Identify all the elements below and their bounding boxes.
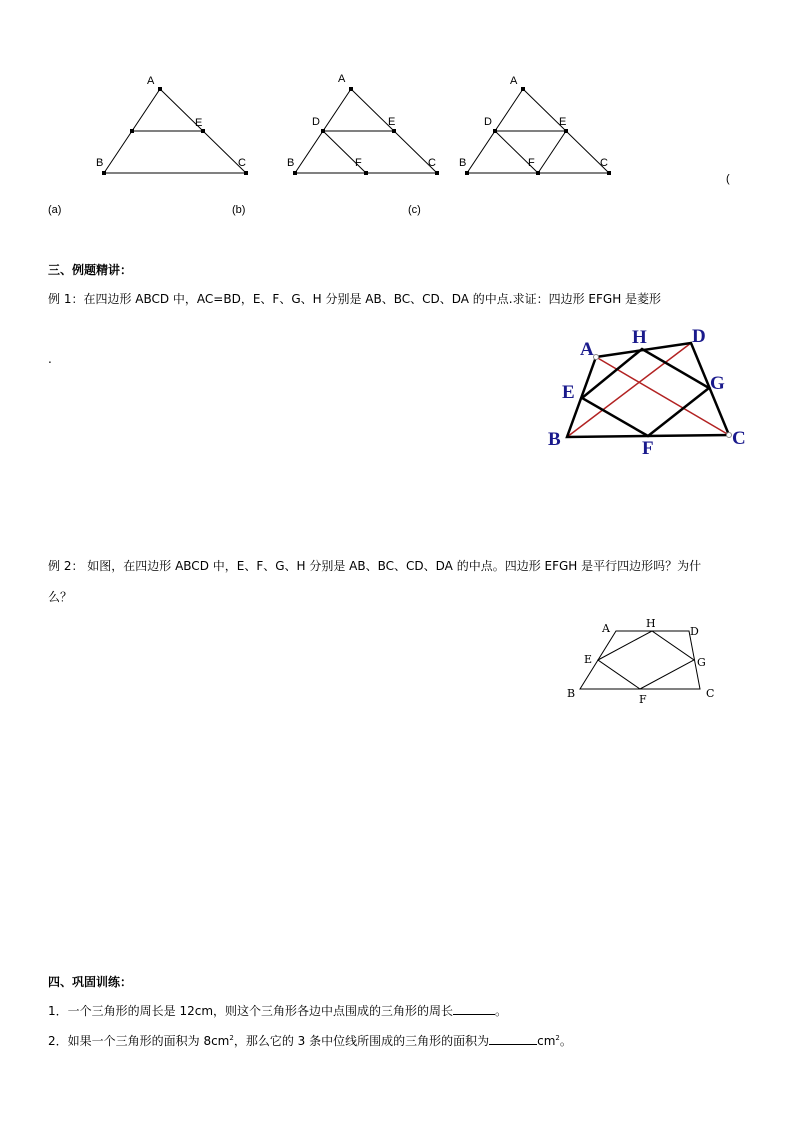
fig-b-label-A: A [338,73,346,85]
question-1 [48,1004,507,1018]
ex1-label-B: B [548,429,561,450]
q1-text: 1．一个三角形的周长是 12cm，则这个三角形各边中点围成的三角形的周长 [48,1004,454,1018]
q2-text-b: ，那么它的 3 条中位线所围成的三角形的面积为 [233,1034,490,1048]
ex2-label-B: B [567,687,576,700]
ex1-label-G: G [710,373,725,394]
example2-text-line1: 例 2： 如图，在四边形 ABCD 中，E、F、G、H 分别是 AB、BC、CD、DA 的中点。四边形 EFGH 是平行四边形吗？为什 [48,559,702,573]
fig-c-label-D: D [484,116,492,128]
fig-c-caption: (c) [408,204,421,216]
q2-answer-blank[interactable] [489,1044,537,1045]
ex1-label-D: D [692,326,706,347]
ex1-label-F: F [642,438,654,459]
fig-b-label-F: F [355,157,362,169]
figure-c [0,0,794,230]
fig-c-label-A: A [510,75,518,87]
fig-b-label-B: B [287,157,295,169]
section3-heading: 三、例题精讲： [48,263,133,277]
fig-c-label-E: E [559,116,567,128]
fig-b-caption: (b) [232,204,246,216]
q1-answer-blank[interactable] [453,1014,495,1015]
q2-unit: cm [537,1034,556,1048]
fig-c-label-F: F [528,157,535,169]
ex2-label-D: D [690,625,699,638]
fig-c-label-C: C [600,157,608,169]
ex2-label-C: C [706,687,715,700]
fig-a-label-C: C [238,157,246,169]
q2-text-a: 2．如果一个三角形的面积为 8cm [48,1034,230,1048]
q2-sup-a: 2 [229,1034,234,1042]
fig-b-label-C: C [428,157,436,169]
q2-end: 。 [559,1034,572,1048]
question-2 [48,1034,572,1048]
q1-end: 。 [495,1004,508,1018]
fig-a-caption: (a) [48,204,62,216]
ex1-label-A: A [580,339,594,360]
ex2-label-E: E [584,653,593,666]
stray-dot: . [48,352,52,366]
ex2-label-F: F [639,693,647,706]
fig-b-label-E: E [388,116,396,128]
q2-sup-b: 2 [555,1034,560,1042]
ex2-label-G: G [697,656,706,669]
ex1-label-H: H [632,327,647,348]
ex2-label-H: H [646,617,656,630]
example1-text: 例 1：在四边形 ABCD 中，AC=BD，E、F、G、H 分别是 AB、BC、CD、DA 的中点.求证：四边形 EFGH 是菱形 [48,292,662,306]
example2-text-line2: 么？ [48,590,73,604]
section4-heading: 四、巩固训练： [48,975,133,989]
fig-a-label-B: B [96,157,104,169]
fig-c-label-B: B [459,157,467,169]
stray-paren: ( [726,173,730,185]
ex1-label-C: C [732,428,746,449]
ex2-label-A: A [602,622,610,635]
fig-a-label-A: A [147,75,155,87]
fig-a-label-E: E [195,117,203,129]
fig-b-label-D: D [312,116,320,128]
ex1-label-E: E [562,382,575,403]
